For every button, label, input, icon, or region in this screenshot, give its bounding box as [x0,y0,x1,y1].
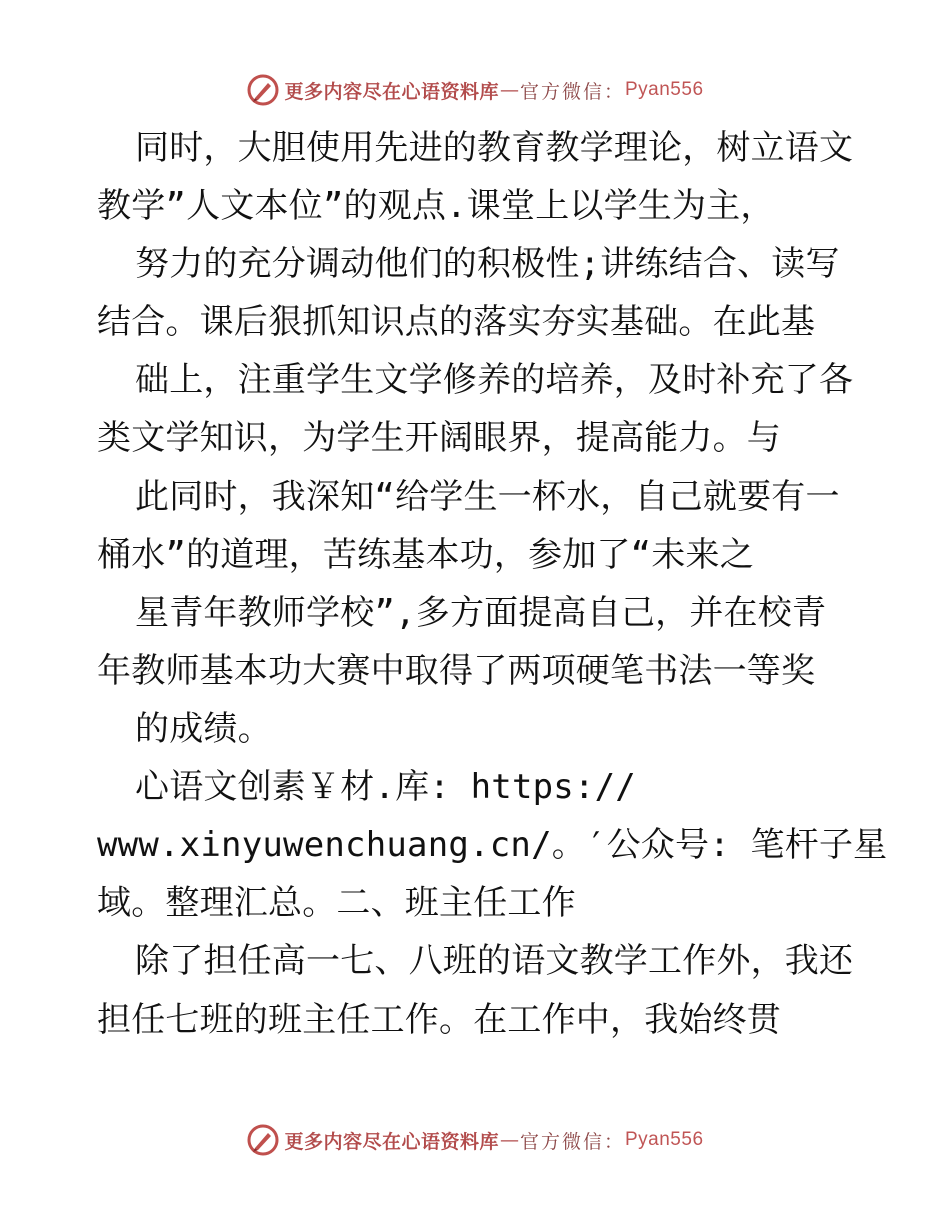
banner-wechat-label: 官方微信： [519,1130,625,1153]
banner-main-text: 更多内容尽在心语资料库 [284,80,499,103]
text-line: www.xinyuwenchuang.cn/。′公众号: 笔杆子星 [97,825,888,865]
text-line: 结合。课后狠抓知识点的落实夯实基础。在此基 [97,302,816,342]
text-line: 教学”人文本位”的观点.课堂上以学生为主， [97,186,775,226]
banner-wechat-label: 官方微信： [519,80,625,103]
text-line: 类文学知识，为学生开阔眼界，提高能力。与 [97,418,781,458]
banner-dash: — [499,79,519,101]
banner-wechat-id: Pyan556 [625,1129,704,1150]
banner-main-text: 更多内容尽在心语资料库 [284,1130,499,1153]
text-line: 础上，注重学生文学修养的培养，及时补充了各 [135,360,854,400]
text-line: 桶水”的道理，苦练基本功，参加了“未来之 [97,535,754,575]
text-line: 的成绩。 [135,709,272,749]
text-line: 同时，大胆使用先进的教育教学理论，树立语文 [135,128,854,168]
footer-banner [0,1120,950,1160]
banner-wechat-id: Pyan556 [625,79,704,100]
pen-logo-icon [246,1123,280,1157]
text-line: 心语文创素￥材.库: https:// [135,767,636,807]
text-line: 星青年教师学校”,多方面提高自己，并在校青 [135,593,827,633]
text-line: 年教师基本功大赛中取得了两项硬笔书法一等奖 [97,651,816,691]
text-line: 此同时，我深知“给学生一杯水，自己就要有一 [135,477,840,517]
banner-dash: — [499,1129,519,1151]
text-line: 担任七班的班主任工作。在工作中，我始终贯 [97,1000,781,1040]
text-line: 除了担任高一七、八班的语文教学工作外，我还 [135,941,854,981]
text-line: 努力的充分调动他们的积极性;讲练结合、读写 [135,244,840,284]
text-line: 域。整理汇总。二、班主任工作 [97,883,576,923]
